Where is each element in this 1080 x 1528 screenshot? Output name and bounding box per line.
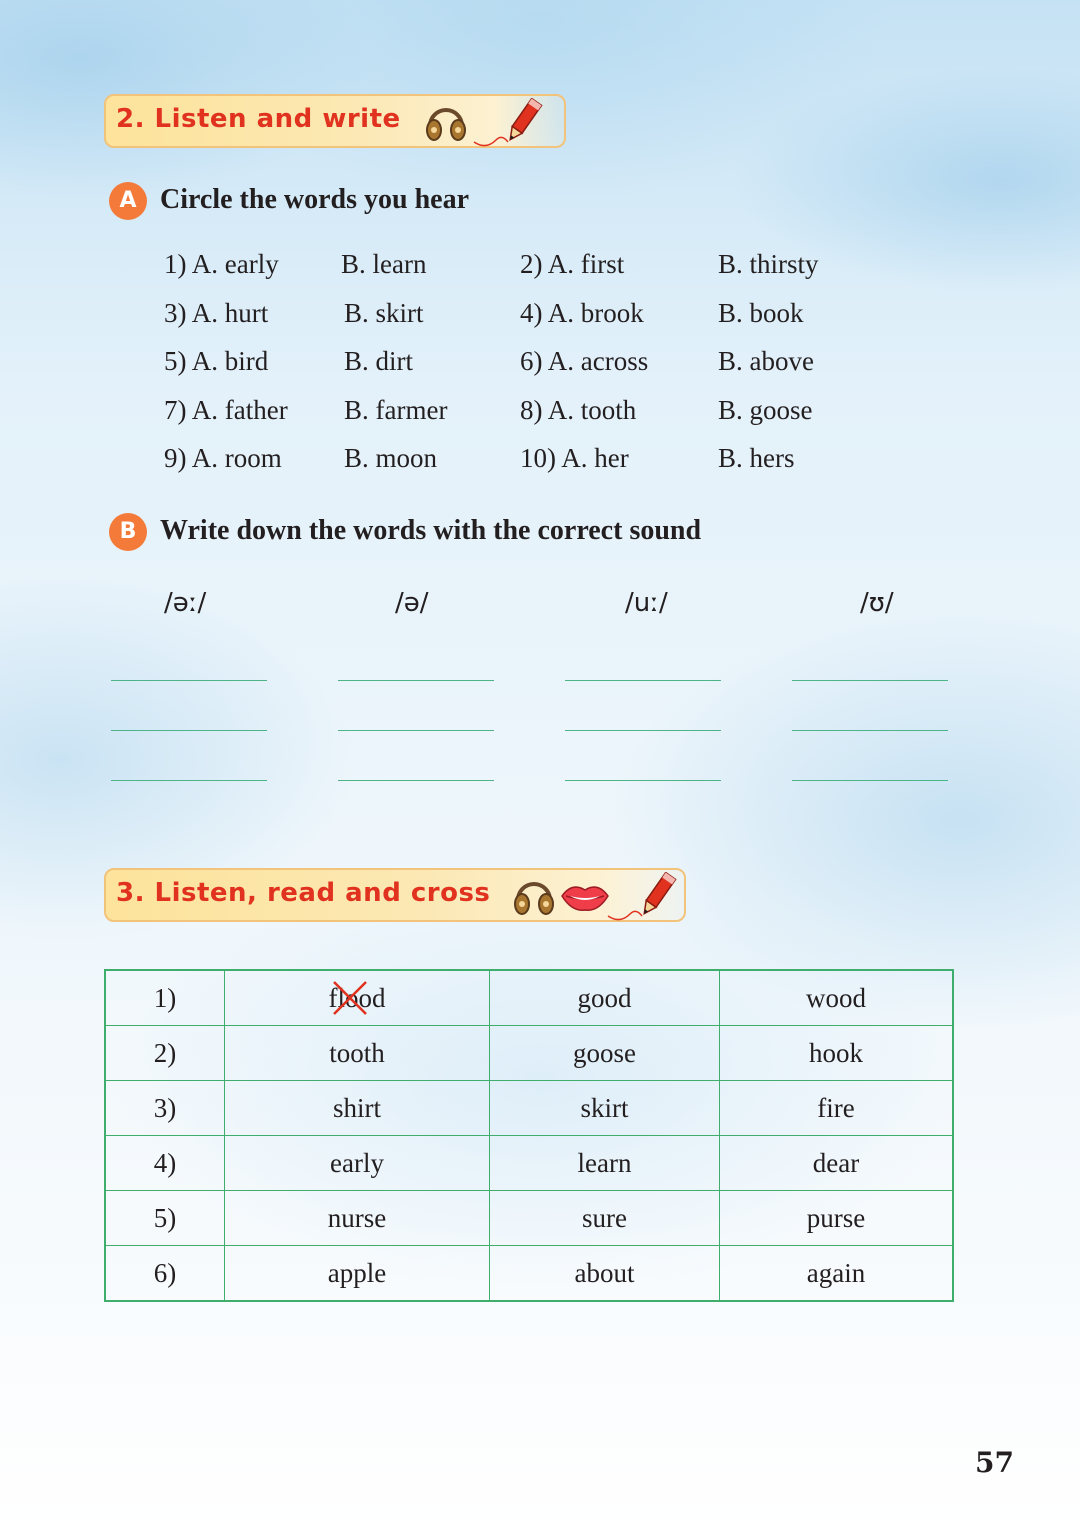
word-cell[interactable]: again [720, 1246, 954, 1302]
word-cell[interactable]: tooth [225, 1026, 490, 1081]
option-3b[interactable]: B. skirt [344, 298, 424, 328]
table-row [105, 1026, 953, 1081]
answer-line[interactable] [338, 730, 494, 731]
answer-line[interactable] [565, 730, 721, 731]
word-cell[interactable]: hook [720, 1026, 954, 1081]
answer-line[interactable] [792, 780, 948, 781]
table-row [105, 1081, 953, 1136]
row-number: 2) [105, 1026, 225, 1081]
section-2-title: 2. Listen and write [116, 104, 401, 134]
option-1a[interactable]: 1) A. early [164, 249, 279, 279]
answer-line[interactable] [111, 730, 267, 731]
word-cell[interactable]: dear [720, 1136, 954, 1191]
lips-icon [560, 880, 610, 919]
sound-label-1: /əː/ [164, 588, 207, 618]
answer-line[interactable] [792, 680, 948, 681]
answer-line[interactable] [338, 680, 494, 681]
option-10a[interactable]: 10) A. her [520, 443, 629, 473]
row-number: 1) [105, 970, 225, 1026]
pencil-icon [606, 872, 678, 929]
word-cell[interactable] [225, 970, 490, 1026]
word-cell[interactable]: fire [720, 1081, 954, 1136]
word-text: flood [328, 982, 386, 1013]
option-4a[interactable]: 4) A. brook [520, 298, 644, 328]
word-cell[interactable]: early [225, 1136, 490, 1191]
sound-label-2: /ə/ [395, 588, 429, 618]
part-a-title: Circle the words you hear [160, 184, 469, 215]
table-row [105, 1136, 953, 1191]
option-9a[interactable]: 9) A. room [164, 443, 282, 473]
word-cell[interactable]: sure [490, 1191, 720, 1246]
headphones-icon [422, 98, 470, 151]
sound-label-4: /ʊ/ [860, 588, 894, 618]
answer-line[interactable] [111, 780, 267, 781]
word-cell[interactable]: shirt [225, 1081, 490, 1136]
word-cell[interactable]: purse [720, 1191, 954, 1246]
option-4b[interactable]: B. book [718, 298, 804, 328]
option-7a[interactable]: 7) A. father [164, 395, 288, 425]
cross-table [104, 969, 954, 1302]
answer-line[interactable] [565, 780, 721, 781]
sound-label-3: /uː/ [625, 588, 668, 618]
table-row [105, 970, 953, 1026]
option-6b[interactable]: B. above [718, 346, 814, 376]
table-row [105, 1191, 953, 1246]
option-2b[interactable]: B. thirsty [718, 249, 819, 279]
answer-line[interactable] [792, 730, 948, 731]
crossed-word [329, 983, 386, 1014]
section-3-title: 3. Listen, read and cross [116, 878, 491, 908]
row-number: 6) [105, 1246, 225, 1302]
cross-mark-icon [331, 979, 369, 1017]
part-a-badge: A [109, 182, 147, 220]
option-3a[interactable]: 3) A. hurt [164, 298, 269, 328]
headphones-icon [510, 872, 558, 925]
option-1b[interactable]: B. learn [341, 249, 427, 279]
part-b-title: Write down the words with the correct sound [160, 515, 702, 546]
word-cell[interactable]: wood [720, 970, 954, 1026]
word-cell[interactable]: apple [225, 1246, 490, 1302]
row-number: 5) [105, 1191, 225, 1246]
option-8a[interactable]: 8) A. tooth [520, 395, 637, 425]
word-cell[interactable]: learn [490, 1136, 720, 1191]
row-number: 3) [105, 1081, 225, 1136]
option-10b[interactable]: B. hers [718, 443, 795, 473]
section-2-banner [104, 94, 566, 148]
word-cell[interactable]: about [490, 1246, 720, 1302]
word-cell[interactable]: skirt [490, 1081, 720, 1136]
option-5a[interactable]: 5) A. bird [164, 346, 269, 376]
answer-line[interactable] [338, 780, 494, 781]
answer-line[interactable] [111, 680, 267, 681]
option-9b[interactable]: B. moon [344, 443, 438, 473]
section-3-banner [104, 868, 686, 922]
table-row [105, 1246, 953, 1302]
option-5b[interactable]: B. dirt [344, 346, 414, 376]
page-number: 57 [975, 1446, 1014, 1479]
word-cell[interactable]: good [490, 970, 720, 1026]
word-cell[interactable]: nurse [225, 1191, 490, 1246]
pencil-icon [472, 98, 544, 155]
answer-line[interactable] [565, 680, 721, 681]
part-b-badge: B [109, 513, 147, 551]
row-number: 4) [105, 1136, 225, 1191]
option-8b[interactable]: B. goose [718, 395, 813, 425]
word-cell[interactable]: goose [490, 1026, 720, 1081]
option-2a[interactable]: 2) A. first [520, 249, 625, 279]
option-7b[interactable]: B. farmer [344, 395, 448, 425]
option-6a[interactable]: 6) A. across [520, 346, 649, 376]
